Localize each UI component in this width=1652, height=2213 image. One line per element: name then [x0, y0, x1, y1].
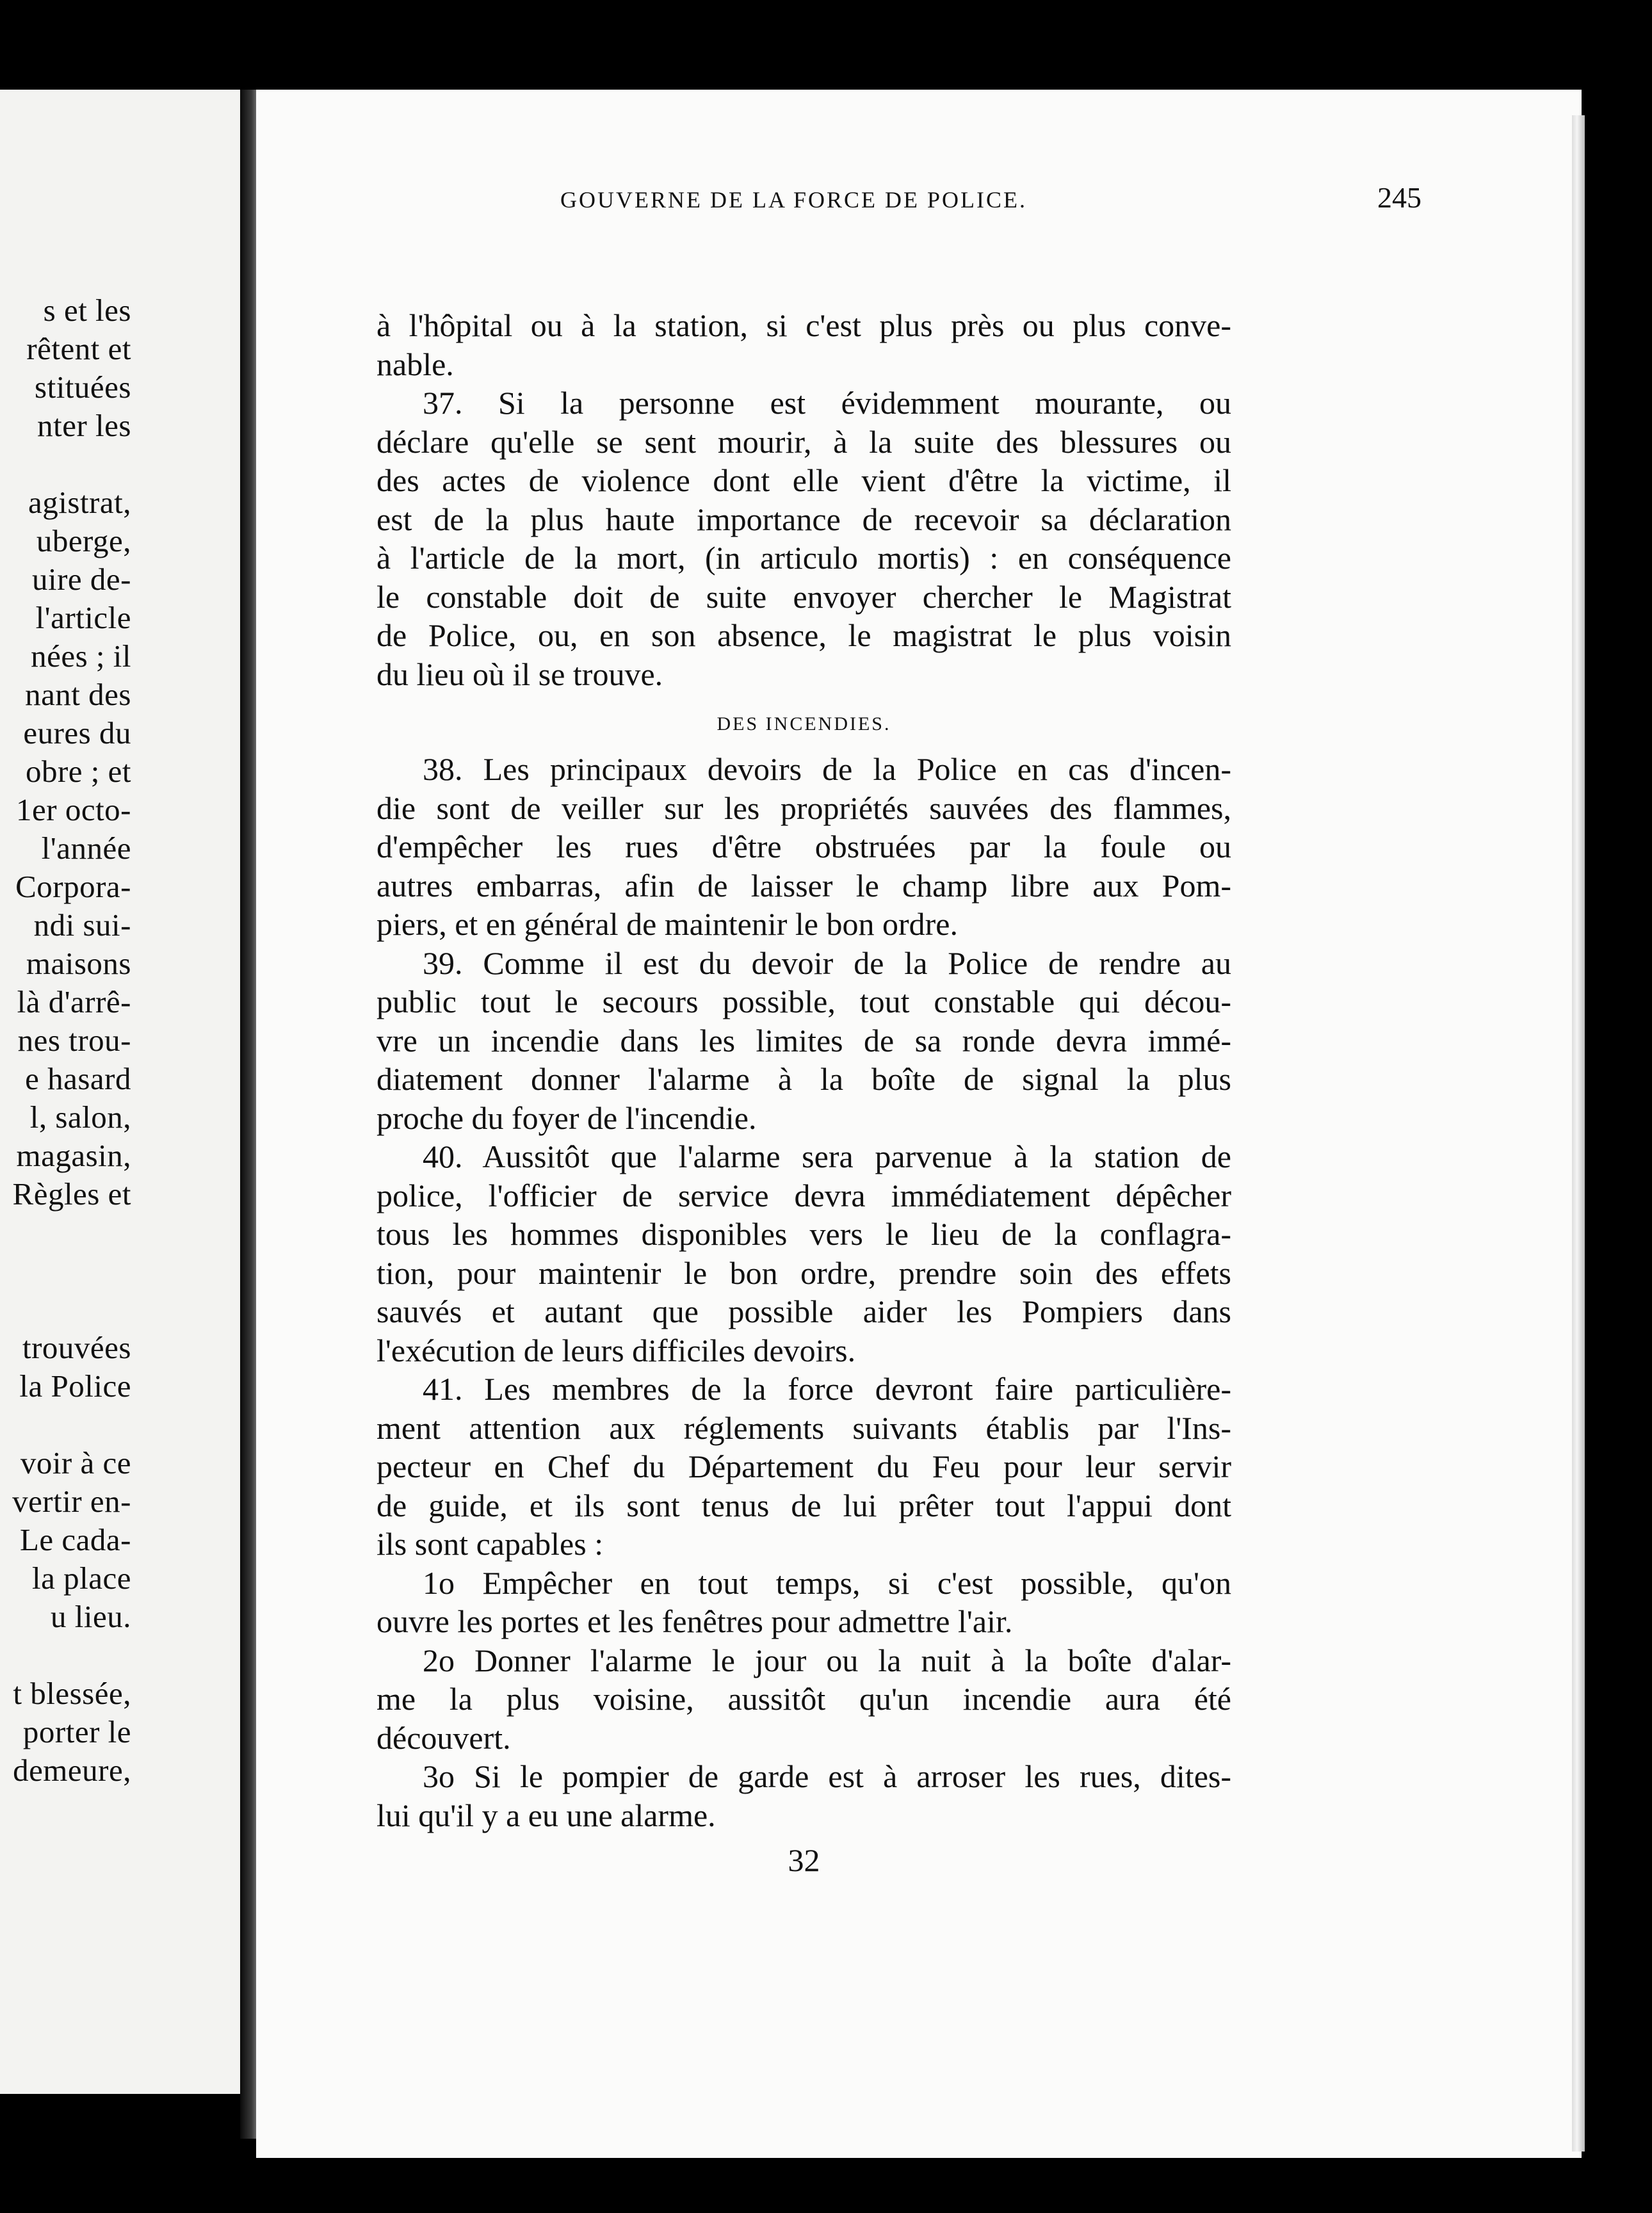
paragraph-39-line: proche du foyer de l'incendie.: [377, 1099, 757, 1136]
list-item-2-line: me la plus voisine, aussitôt qu'un incendie aura été: [377, 1681, 1231, 1717]
paragraph-37-line: du lieu où il se trouve.: [377, 656, 663, 692]
left-page-line: demeure,: [13, 1753, 131, 1788]
page-body: [377, 306, 1231, 1880]
paragraph-40-line: 40. Aussitôt que l'alarme sera parvenue à la station de: [423, 1139, 1231, 1174]
left-page-line: stituées: [35, 369, 131, 405]
list-item-3-line: lui qu'il y a eu une alarme.: [377, 1797, 716, 1833]
left-page-line: uire de-: [32, 562, 131, 597]
paragraph-37-line: est de la plus haute importance de recevoir sa déclaration: [377, 501, 1231, 537]
paragraph-39-line: diatement donner l'alarme à la boîte de signal la plus: [377, 1061, 1231, 1097]
left-page-line: obre ; et: [25, 754, 131, 789]
left-page: [0, 90, 240, 2094]
list-item-2-line: découvert.: [377, 1719, 511, 1756]
paragraph-39-line: 39. Comme il est du devoir de la Police de rendre au: [423, 944, 1231, 981]
running-header: [307, 181, 1421, 215]
text-line: à l'hôpital ou à la station, si c'est plus près ou plus conve-: [377, 307, 1231, 343]
paragraph-41-line: ils sont capables :: [377, 1526, 604, 1562]
left-page-text: [0, 291, 131, 1790]
paragraph-39-line: vre un incendie dans les limites de sa ronde devra immé-: [377, 1022, 1231, 1058]
left-page-line: rêtent et: [26, 331, 131, 366]
left-page-line: 1er octo-: [16, 792, 131, 827]
list-item-1-line: ouvre les portes et les fenêtres pour admettre l'air.: [377, 1603, 1013, 1639]
running-title: GOUVERNE DE LA FORCE DE POLICE.: [560, 187, 1027, 213]
left-page-line: [0, 1406, 131, 1444]
paragraph-37-line: 37. Si la personne est évidemment mourante, ou: [423, 385, 1231, 421]
paragraph-40-line: sauvés et autant que possible aider les Pompiers dans: [377, 1293, 1231, 1329]
left-page-line: [0, 1636, 131, 1674]
left-page-line: nter les: [37, 408, 131, 443]
left-page-line: maisons: [26, 946, 131, 981]
left-page-line: ndi sui-: [33, 907, 131, 943]
paragraph-38-line: 38. Les principaux devoirs de la Police en cas d'incen-: [423, 751, 1231, 787]
paragraph-37-line: à l'article de la mort, (in articulo mortis) : en conséquence: [377, 540, 1231, 576]
left-page-line: [0, 445, 131, 483]
left-page-line: [0, 1290, 131, 1329]
paragraph-40-line: tous les hommes disponibles vers le lieu de la conflagra-: [377, 1216, 1231, 1252]
left-page-line: [0, 1252, 131, 1290]
paragraph-40-line: tion, pour maintenir le bon ordre, prendre soin des effets: [377, 1254, 1231, 1291]
left-page-line: trouvées: [22, 1330, 131, 1365]
paragraph-40-line: police, l'officier de service devra immédiatement dépêcher: [377, 1177, 1231, 1213]
left-page-line: la Police: [19, 1368, 131, 1404]
left-page-line: l'année: [41, 831, 131, 866]
list-item-3-line: 3o Si le pompier de garde est à arroser les rues, dites-: [423, 1758, 1231, 1794]
paragraph-38-line: die sont de veiller sur les propriétés sauvées des flammes,: [377, 790, 1231, 826]
paragraph-41-line: de guide, et ils sont tenus de lui prêter tout l'appui dont: [377, 1487, 1231, 1523]
signature-mark: 32: [788, 1842, 820, 1878]
left-page-line: t blessée,: [13, 1676, 131, 1711]
left-page-line: magasin,: [16, 1138, 131, 1173]
left-page-line: la place: [32, 1560, 131, 1596]
paragraph-37-line: de Police, ou, en son absence, le magistrat le plus voisin: [377, 617, 1231, 653]
left-page-line: Corpora-: [15, 869, 131, 904]
paragraph-37-line: le constable doit de suite envoyer chercher le Magistrat: [377, 578, 1231, 615]
paragraph-38-line: piers, et en général de maintenir le bon ordre.: [377, 906, 958, 942]
left-page-line: vertir en-: [12, 1484, 131, 1519]
left-page-line: nées ; il: [31, 638, 131, 674]
paragraph-39-line: public tout le secours possible, tout constable qui décou-: [377, 984, 1231, 1019]
paragraph-41-line: pecteur en Chef du Département du Feu pour leur servir: [377, 1448, 1231, 1484]
paragraph-40-line: l'exécution de leurs difficiles devoirs.: [377, 1332, 856, 1368]
left-page-line: nant des: [25, 677, 131, 712]
paragraph-41-line: ment attention aux réglements suivants établis par l'Ins-: [377, 1409, 1231, 1446]
list-item-2-line: 2o Donner l'alarme le jour ou la nuit à la boîte d'alar-: [423, 1642, 1231, 1678]
left-page-line: porter le: [22, 1714, 131, 1749]
page-edge: [1572, 115, 1585, 2152]
left-page-line: là d'arrê-: [17, 984, 131, 1019]
paragraph-37-line: des actes de violence dont elle vient d'être la victime, il: [377, 462, 1231, 498]
left-page-line: l, salon,: [29, 1099, 131, 1135]
paragraph-38-line: d'empêcher les rues d'être obstruées par la foule ou: [377, 829, 1231, 864]
paragraph-41-line: 41. Les membres de la force devront faire particulière-: [423, 1371, 1231, 1407]
left-page-line: eures du: [23, 715, 131, 750]
left-page-line: e hasard: [25, 1061, 131, 1096]
left-page-line: voir à ce: [20, 1445, 131, 1480]
left-page-line: nes trou-: [17, 1023, 131, 1058]
left-page-line: Le cada-: [20, 1522, 131, 1557]
text-line: nable.: [377, 346, 454, 382]
left-page-line: Règles et: [12, 1176, 131, 1212]
paragraph-38-line: autres embarras, afin de laisser le champ libre aux Pom-: [377, 867, 1231, 904]
left-page-line: agistrat,: [28, 485, 131, 520]
section-heading: DES INCENDIES.: [717, 713, 891, 734]
left-page-line: [0, 1213, 131, 1252]
left-page-line: s et les: [43, 293, 131, 328]
left-page-line: uberge,: [36, 523, 131, 558]
list-item-1-line: 1o Empêcher en tout temps, si c'est possible, qu'on: [423, 1564, 1231, 1601]
paragraph-37-line: déclare qu'elle se sent mourir, à la suite des blessures ou: [377, 423, 1231, 460]
left-page-line: l'article: [35, 600, 131, 635]
left-page-line: u lieu.: [51, 1599, 131, 1634]
page-number: 245: [1377, 181, 1421, 214]
